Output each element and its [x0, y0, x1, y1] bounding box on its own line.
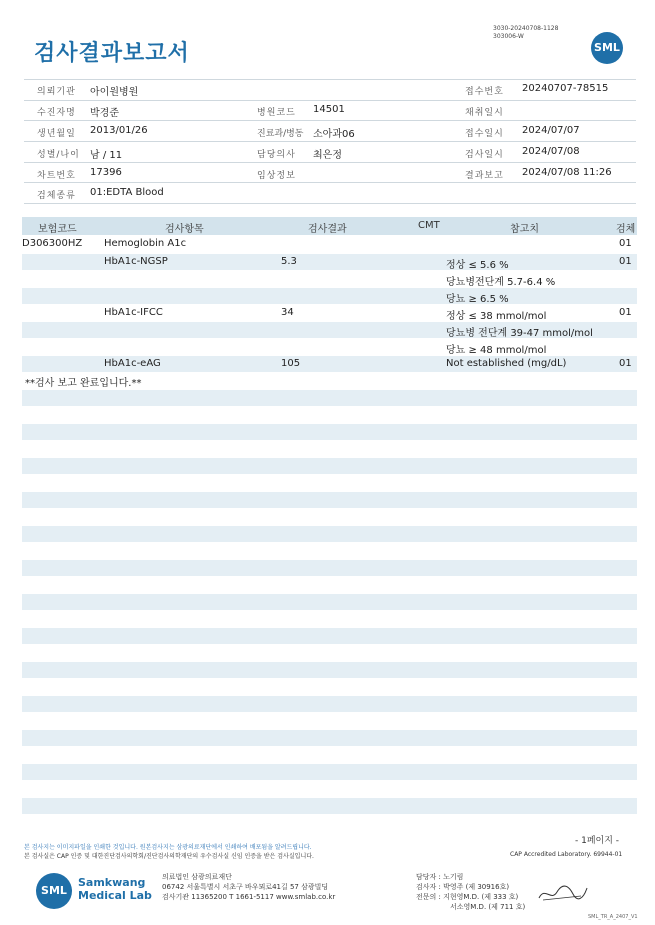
doctor-value: 최은정 [313, 150, 342, 161]
org-info [162, 872, 335, 902]
report-date-value: 2024/07/08 11:26 [522, 167, 612, 178]
brand-line2: Medical Lab [78, 889, 152, 902]
specimen-label: 검체종류 [37, 191, 76, 201]
row-result: 34 [281, 307, 294, 318]
row-reference: Not established (mg/dL) [446, 358, 567, 369]
row-reference: 당뇨 ≥ 48 mmol/mol [446, 345, 547, 356]
org-registration: 검사기관 11365200 T 1661-5117 www.smlab.co.kr [162, 893, 336, 901]
patient-label: 수진자명 [37, 108, 76, 118]
row-item: HbA1c-eAG [104, 358, 161, 369]
table-band [22, 764, 637, 780]
completion-note: **검사 보고 완료입니다.** [25, 378, 142, 389]
doctor-label: 담당의사 [257, 150, 296, 160]
row-result: 5.3 [281, 256, 297, 267]
brand-line1: Samkwang [78, 876, 146, 889]
header-cmt: CMT [418, 220, 440, 231]
brand-name [78, 876, 152, 902]
staff-info [416, 872, 525, 912]
test-date-label: 검사일시 [465, 150, 504, 160]
table-band [22, 492, 637, 508]
sml-logo: SML [591, 32, 623, 64]
hospital-code-label: 병원코드 [257, 108, 296, 118]
report-date-label: 결과보고 [465, 171, 504, 181]
divider [24, 100, 636, 101]
requesting-org-value: 아이원병원 [90, 87, 139, 98]
row-reference: 당뇨 ≥ 6.5 % [446, 294, 509, 305]
row-specimen: 01 [619, 256, 632, 267]
specimen-value: 01:EDTA Blood [90, 187, 164, 198]
table-band [22, 594, 637, 610]
staff-line: 검사자 : 박영주 (제 30916호) [416, 883, 510, 891]
row-reference: 당뇨병전단계 5.7-6.4 % [446, 277, 556, 288]
page-title: 검사결과보고서 [34, 41, 190, 66]
row-item: HbA1c-NGSP [104, 256, 168, 267]
table-band [22, 662, 637, 678]
row-specimen: 01 [619, 238, 632, 249]
header-reference: 참고치 [510, 224, 539, 235]
test-date-value: 2024/07/08 [522, 146, 580, 157]
sex-age-label: 성별/나이 [37, 150, 80, 160]
dept-value: 소아과06 [313, 129, 355, 140]
header-code: 보험코드 [38, 224, 77, 235]
row-item: HbA1c-IFCC [104, 307, 163, 318]
table-band [22, 390, 637, 406]
signature [535, 880, 591, 906]
org-address: 06742 서울특별시 서초구 바우뫼로41길 57 삼광빌딩 [162, 883, 329, 891]
birth-label: 생년월일 [37, 129, 76, 139]
table-band [22, 628, 637, 644]
row-reference: 당뇨병 전단계 39-47 mmol/mol [446, 328, 593, 339]
row-code: D306300HZ [22, 238, 83, 249]
birth-value: 2013/01/26 [90, 125, 148, 136]
table-band [22, 560, 637, 576]
document-id-line2: 303006-W [493, 33, 524, 40]
table-band [22, 458, 637, 474]
sml-footer-logo: SML [36, 873, 72, 909]
form-code: SML_TR_A_2407_V1 [588, 914, 638, 920]
table-band [22, 288, 637, 304]
chart-no-value: 17396 [90, 167, 122, 178]
divider [24, 120, 636, 121]
receipt-no-value: 20240707-78515 [522, 83, 609, 94]
divider [24, 182, 636, 183]
document-id-line1: 3030-20240708-1128 [493, 25, 559, 32]
staff-line: 전문의 : 지현영M.D. (제 333 호) [416, 893, 519, 901]
row-specimen: 01 [619, 307, 632, 318]
receipt-date-label: 접수일시 [465, 129, 504, 139]
clinical-label: 임상정보 [257, 171, 296, 181]
footer-notice: 본 검사실은 CAP 인증 및 대한진단검사의학회/진단검사의학재단의 우수검사실 신임 인증을 받은 검사실입니다. [24, 853, 314, 860]
table-band [22, 526, 637, 542]
hospital-code-value: 14501 [313, 104, 345, 115]
row-reference: 정상 ≤ 5.6 % [446, 260, 509, 271]
header-result: 검사결과 [308, 224, 347, 235]
divider [24, 162, 636, 163]
dept-label: 진료과/병동 [257, 129, 304, 139]
staff-line: 담당자 : 노기림 [416, 873, 464, 881]
requesting-org-label: 의뢰기관 [37, 87, 76, 97]
row-result: 105 [281, 358, 301, 369]
divider [24, 141, 636, 142]
sex-age-value: 남 / 11 [90, 150, 123, 161]
staff-line: 서소영M.D. (제 711 호) [450, 903, 526, 911]
header-specimen: 검체 [616, 224, 636, 235]
header-item: 검사항목 [165, 224, 204, 235]
chart-no-label: 차트번호 [37, 171, 76, 181]
org-name: 의료법인 삼광의료재단 [162, 873, 232, 881]
divider [24, 203, 636, 204]
collection-date-label: 채취일시 [465, 108, 504, 118]
footer-notice-blue: 본 검사지는 이미지파일을 인쇄한 것입니다. 원본검사지는 삼광의료재단에서 인쇄하여 배포됨을 알려드립니다. [24, 844, 312, 851]
divider [24, 79, 636, 80]
row-item: Hemoglobin A1c [104, 238, 187, 249]
row-reference: 정상 ≤ 38 mmol/mol [446, 311, 547, 322]
table-band [22, 798, 637, 814]
cap-accreditation: CAP Accredited Laboratory. 69944-01 [510, 851, 623, 858]
page-number: - 1페이지 - [575, 836, 620, 846]
table-band [22, 424, 637, 440]
table-band [22, 696, 637, 712]
receipt-date-value: 2024/07/07 [522, 125, 580, 136]
document-id [493, 25, 558, 41]
receipt-no-label: 접수번호 [465, 87, 504, 97]
row-specimen: 01 [619, 358, 632, 369]
table-band [22, 730, 637, 746]
patient-value: 박경준 [90, 108, 119, 119]
